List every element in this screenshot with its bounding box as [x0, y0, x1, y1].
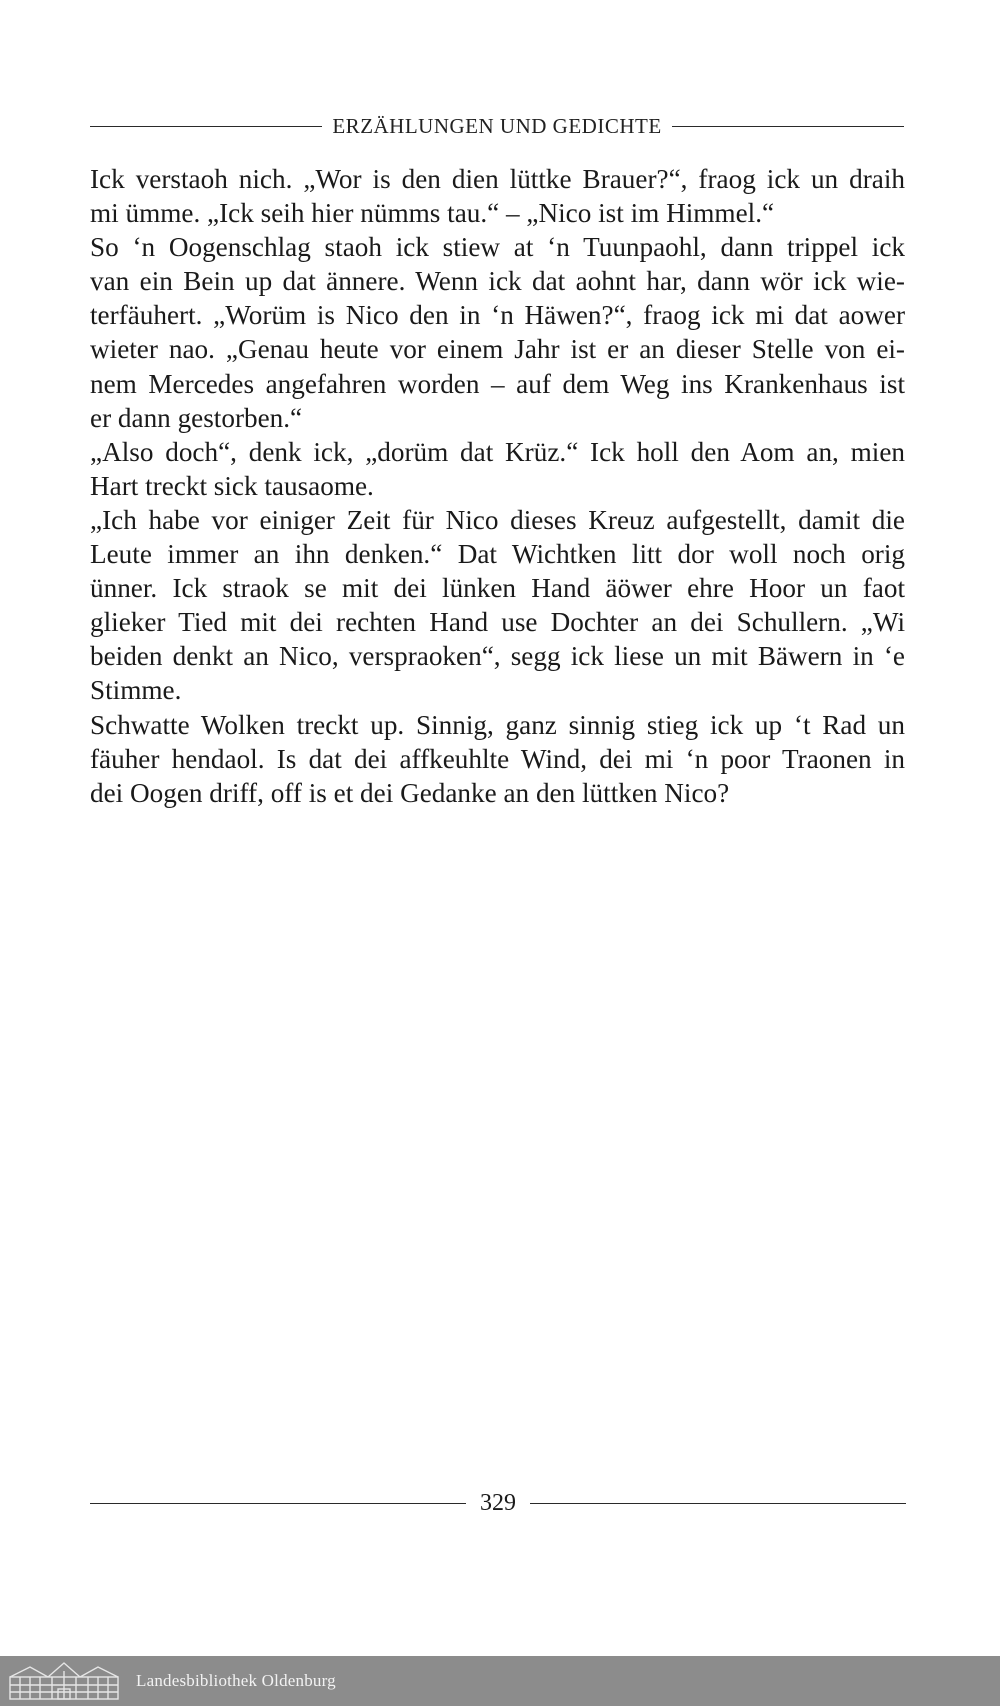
running-head [90, 114, 904, 139]
library-building-icon [8, 1661, 120, 1701]
text-line: glieker Tied mit dei rechten Hand use Dochter an dei Schullern. „Wi [90, 607, 905, 638]
text-line: er dann gestorben.“ [90, 402, 303, 433]
text-line: fäuher hendaol. Is dat dei affkeuhlte Wind, dei mi ‘n poor Traonen in [90, 743, 905, 774]
text-line: van ein Bein up dat ännere. Wenn ick dat aohnt har, dann wör ick wie- [90, 266, 905, 297]
page-folio [90, 1490, 906, 1517]
text-line: nem Mercedes angefahren worden – auf dem Weg ins Krankenhaus ist [90, 368, 905, 399]
text-line: So ‘n Oogenschlag staoh ick stiew at ‘n Tuunpaohl, dann trippel ick [90, 232, 905, 263]
body-text [90, 162, 905, 810]
text-line: mi ümme. „Ick seih hier nümms tau.“ – „Nico ist im Himmel.“ [90, 198, 775, 229]
library-footer [0, 1656, 1000, 1706]
text-line: wieter nao. „Genau heute vor einem Jahr ist er an dieser Stelle von ei- [90, 334, 905, 365]
text-line: beiden denkt an Nico, verspraoken“, segg ick liese un mit Bäwern in ‘e [90, 641, 905, 672]
page-number: 329 [480, 1490, 516, 1516]
text-line: Hart treckt sick tausaome. [90, 470, 374, 501]
text-line: „Also doch“, denk ick, „dorüm dat Krüz.“ Ick holl den Aom an, mien [90, 436, 905, 467]
running-head-title: ERZÄHLUNGEN UND GEDICHTE [332, 114, 662, 138]
running-head-rule-right [672, 126, 904, 127]
text-line: Stimme. [90, 675, 182, 706]
library-name: Landesbibliothek Oldenburg [136, 1671, 336, 1690]
folio-rule-left [90, 1503, 466, 1504]
text-line: ünner. Ick straok se mit dei lünken Hand äöwer ehre Hoor un faot [90, 573, 905, 604]
text-line: „Ich habe vor einiger Zeit für Nico dieses Kreuz aufgestellt, damit die [90, 504, 905, 535]
text-line: Ick verstaoh nich. „Wor is den dien lüttke Brauer?“, fraog ick un draih [90, 164, 905, 194]
running-head-rule-left [90, 126, 322, 127]
folio-rule-right [530, 1503, 906, 1504]
text-line: Leute immer an ihn denken.“ Dat Wichtken litt dor woll noch orig [90, 539, 905, 570]
text-line: terfäuhert. „Worüm is Nico den in ‘n Häwen?“, fraog ick mi dat aower [90, 300, 905, 331]
text-line: Schwatte Wolken treckt up. Sinnig, ganz sinnig stieg ick up ‘t Rad un [90, 709, 905, 740]
text-line: dei Oogen driff, off is et dei Gedanke an den lüttken Nico? [90, 777, 730, 808]
